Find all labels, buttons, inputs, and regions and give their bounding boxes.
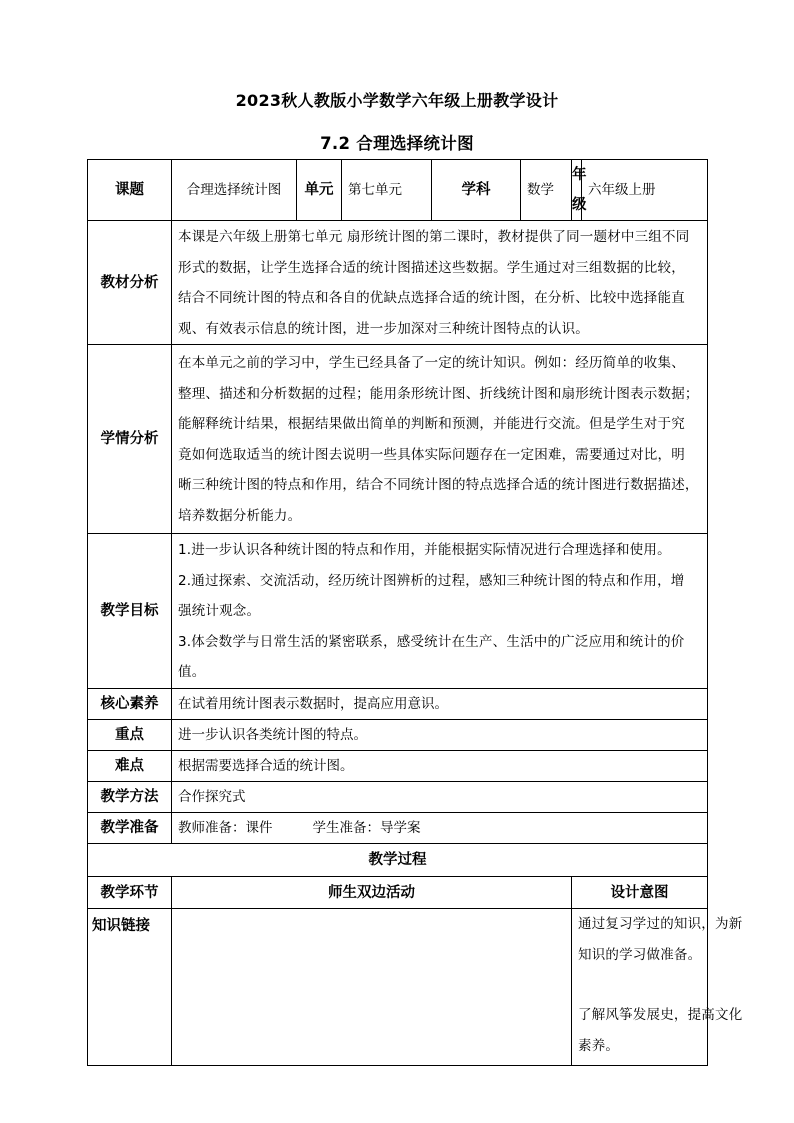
text-line: 整理、描述和分析数据的过程；能用条形统计图、折线统计图和扇形统计图表示数据； bbox=[178, 385, 699, 402]
core-literacy-label: 核心素养 bbox=[88, 689, 172, 720]
difficulty-value: 根据需要选择合适的统计图。 bbox=[172, 751, 708, 782]
subject-value: 数学 bbox=[521, 160, 572, 221]
core-literacy-value: 在试着用统计图表示数据时，提高应用意识。 bbox=[172, 689, 708, 720]
col-intent-header: 设计意图 bbox=[572, 877, 708, 909]
textbook-analysis-row bbox=[88, 221, 708, 345]
textbook-analysis-text bbox=[172, 221, 708, 345]
intent-line: 了解风筝发展史，提高文化 bbox=[578, 1007, 743, 1023]
grade-value: 六年级上册 bbox=[582, 160, 708, 221]
text-line: 竟如何选取适当的统计图去说明一些具体实际问题存在一定困难，需要通过对比，明 bbox=[178, 446, 685, 463]
text-line: 本课是六年级上册第七单元 扇形统计图的第二课时，教材提供了同一题材中三组不同 bbox=[178, 229, 690, 245]
topic-label: 课题 bbox=[88, 160, 172, 221]
text-line: 1.进一步认识各种统计图的特点和作用，并能根据实际情况进行合理选择和使用。 bbox=[178, 542, 671, 559]
text-line: 2.通过探索、交流活动，经历统计图辨析的过程，感知三种统计图的特点和作用，增 bbox=[178, 572, 685, 589]
teaching-prep-value bbox=[172, 813, 708, 844]
topic-value: 合理选择统计图 bbox=[172, 160, 297, 221]
teacher-prep: 教师准备：课件 bbox=[178, 820, 273, 836]
teaching-prep-label: 教学准备 bbox=[88, 813, 172, 844]
activity-cell bbox=[172, 909, 572, 1066]
grade-label: 年级 bbox=[572, 167, 587, 213]
difficulty-row bbox=[88, 751, 708, 782]
subject-label: 学科 bbox=[432, 160, 521, 221]
text-line: 能解释统计结果，根据结果做出简单的判断和预测，并能进行交流。但是学生对于究 bbox=[178, 416, 685, 432]
key-point-label: 重点 bbox=[88, 720, 172, 751]
teaching-goals-row bbox=[88, 534, 708, 689]
text-line: 晰三种统计图的特点和作用，结合不同统计图的特点选择合适的统计图进行数据描述， bbox=[178, 477, 699, 493]
unit-value: 第七单元 bbox=[342, 160, 432, 221]
stage-cell: 知识链接 bbox=[88, 909, 172, 1066]
text-line: 强统计观念。 bbox=[178, 603, 261, 620]
teaching-method-row bbox=[88, 782, 708, 813]
info-row bbox=[88, 160, 708, 221]
student-analysis-label: 学情分析 bbox=[88, 345, 172, 534]
grade-label-spacer bbox=[572, 160, 587, 221]
teaching-method-value: 合作探究式 bbox=[172, 782, 708, 813]
intent-line: 知识的学习做准备。 bbox=[578, 946, 702, 963]
student-analysis-text bbox=[172, 345, 708, 534]
teaching-goals-label: 教学目标 bbox=[88, 534, 172, 689]
lesson-title: 7.2 合理选择统计图 bbox=[320, 134, 474, 153]
text-line: 结合不同统计图的特点和各自的优缺点选择合适的统计图，在分析、比较中选择能直 bbox=[178, 290, 685, 306]
text-line: 形式的数据，让学生选择合适的统计图描述这些数据。学生通过对三组数据的比较， bbox=[178, 259, 685, 276]
process-heading-row bbox=[88, 844, 708, 877]
col-stage-header: 教学环节 bbox=[88, 877, 172, 909]
text-line: 3.体会数学与日常生活的紧密联系，感受统计在生产、生活中的广泛应用和统计的价 bbox=[178, 633, 685, 650]
difficulty-label: 难点 bbox=[88, 751, 172, 782]
process-row bbox=[88, 909, 708, 1066]
teaching-goals-text bbox=[172, 534, 708, 689]
document-title: 2023秋人教版小学数学六年级上册教学设计 bbox=[235, 91, 559, 110]
intent-cell bbox=[572, 909, 743, 1066]
student-analysis-row bbox=[88, 345, 708, 534]
lesson-plan-table bbox=[87, 159, 743, 1066]
intent-line: 通过复习学过的知识，为新 bbox=[578, 916, 743, 932]
text-line: 在本单元之前的学习中，学生已经具备了一定的统计知识。例如：经历简单的收集、 bbox=[178, 355, 685, 371]
key-point-value: 进一步认识各类统计图的特点。 bbox=[172, 720, 708, 751]
core-literacy-row bbox=[88, 689, 708, 720]
unit-label: 单元 bbox=[297, 160, 342, 221]
text-line: 观、有效表示信息的统计图，进一步加深对三种统计图特点的认识。 bbox=[178, 320, 589, 337]
teaching-prep-row bbox=[88, 813, 708, 844]
intent-line: 素养。 bbox=[578, 1037, 620, 1054]
text-line: 值。 bbox=[178, 664, 206, 681]
text-line: 培养数据分析能力。 bbox=[178, 507, 302, 524]
key-point-row bbox=[88, 720, 708, 751]
process-heading: 教学过程 bbox=[88, 844, 708, 877]
student-prep: 学生准备：导学案 bbox=[312, 820, 421, 836]
process-columns-row bbox=[88, 877, 708, 909]
col-activity-header: 师生双边活动 bbox=[172, 877, 572, 909]
textbook-analysis-label: 教材分析 bbox=[88, 221, 172, 345]
teaching-method-label: 教学方法 bbox=[88, 782, 172, 813]
